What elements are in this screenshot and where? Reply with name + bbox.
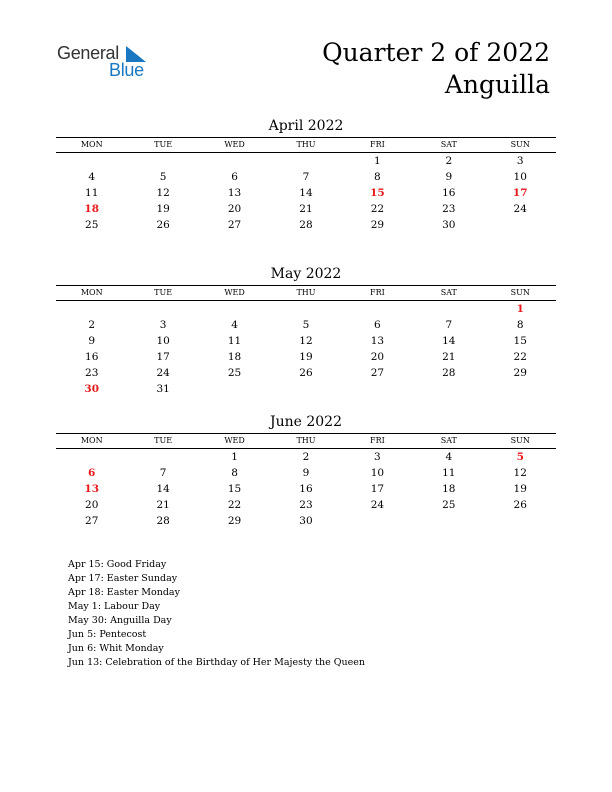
weekday-header: SUN (510, 288, 530, 297)
day-cell (270, 153, 341, 169)
day-cell: 24 (370, 499, 385, 511)
weekday-header: TUE (154, 436, 173, 445)
day-cell: 26 (299, 367, 313, 379)
day-cell: 21 (299, 203, 313, 215)
day-cell: 23 (442, 203, 456, 215)
day-cell: 5 (159, 171, 167, 183)
day-cell: 20 (370, 351, 385, 363)
weekday-header: WED (224, 140, 245, 149)
day-cell: 1 (374, 155, 381, 167)
holiday-list-item: Apr 17: Easter Sunday (68, 573, 178, 584)
holiday-list (68, 558, 365, 670)
holiday-day-cell: 30 (84, 383, 100, 395)
week-row (56, 317, 556, 333)
month-title: June 2022 (269, 414, 342, 430)
day-cell: 16 (442, 187, 456, 199)
weekday-header: FRI (370, 288, 385, 297)
day-cell: 3 (374, 451, 381, 463)
weekday-header: MON (80, 140, 103, 149)
day-cell: 13 (370, 335, 385, 347)
holiday-list-item: Apr 15: Good Friday (68, 559, 167, 570)
day-cell: 4 (231, 319, 238, 331)
day-cell: 9 (445, 171, 453, 183)
day-cell: 11 (442, 467, 456, 479)
day-cell: 4 (88, 171, 96, 183)
weekday-header: TUE (154, 140, 173, 149)
week-row (56, 465, 556, 481)
day-cell: 27 (85, 515, 99, 527)
day-cell: 27 (227, 219, 242, 231)
weekday-header: SUN (510, 140, 530, 149)
day-cell: 23 (299, 499, 313, 511)
day-cell: 16 (85, 351, 99, 363)
day-cell (199, 301, 270, 317)
day-cell: 28 (156, 515, 170, 527)
day-cell: 22 (513, 351, 527, 363)
week-row (56, 449, 556, 465)
day-cell: 21 (156, 499, 170, 511)
month-title: April 2022 (268, 118, 344, 134)
day-cell: 20 (227, 203, 242, 215)
day-cell (199, 153, 270, 169)
holiday-day-cell: 6 (88, 467, 96, 479)
weekday-header: MON (80, 288, 103, 297)
day-cell: 11 (227, 335, 242, 347)
day-cell: 26 (513, 499, 527, 511)
day-cell: 24 (513, 203, 527, 215)
holiday-day-cell: 13 (84, 483, 100, 495)
week-row (56, 513, 556, 529)
holiday-list-item: May 30: Anguilla Day (68, 615, 172, 626)
logo-text-blue: Blue (109, 60, 144, 80)
day-cell: 1 (231, 451, 238, 463)
weekday-header: THU (296, 436, 316, 445)
day-cell: 14 (442, 335, 456, 347)
day-cell (485, 513, 556, 529)
day-cell: 14 (156, 483, 170, 495)
day-cell: 18 (442, 483, 456, 495)
month-june (56, 413, 556, 529)
day-cell: 31 (156, 383, 170, 395)
day-cell (413, 513, 484, 529)
day-cell: 8 (374, 171, 381, 183)
day-cell: 3 (159, 319, 167, 331)
day-cell: 22 (227, 499, 242, 511)
weekday-header: SAT (440, 436, 457, 445)
day-cell: 2 (445, 155, 453, 167)
day-cell: 18 (227, 351, 242, 363)
weekday-header: SUN (510, 436, 530, 445)
day-cell: 28 (442, 367, 456, 379)
day-cell: 30 (299, 515, 313, 527)
day-cell: 7 (445, 319, 453, 331)
weekday-header-row (56, 285, 556, 301)
day-cell: 13 (227, 187, 242, 199)
weekday-header: TUE (154, 288, 173, 297)
day-cell: 29 (370, 219, 385, 231)
logo-text-general: General (57, 43, 119, 63)
day-cell: 3 (516, 155, 524, 167)
day-cell: 27 (370, 367, 385, 379)
weekday-header: FRI (370, 436, 385, 445)
week-row (56, 497, 556, 513)
day-cell: 17 (156, 351, 170, 363)
day-cell: 8 (516, 319, 524, 331)
day-cell: 2 (88, 319, 96, 331)
day-cell: 26 (156, 219, 170, 231)
title-quarter: Quarter 2 of 2022 (322, 38, 550, 67)
holiday-list-item: May 1: Labour Day (68, 601, 161, 612)
day-cell (342, 381, 413, 397)
day-cell: 12 (299, 335, 313, 347)
day-cell: 25 (227, 367, 242, 379)
day-cell: 22 (370, 203, 385, 215)
week-row (56, 201, 556, 217)
weekday-header: FRI (370, 140, 385, 149)
day-cell: 8 (231, 467, 238, 479)
day-cell (127, 301, 198, 317)
weekday-header: SAT (440, 288, 457, 297)
holiday-list-item: Jun 13: Celebration of the Birthday of Her Majesty the Queen (68, 657, 365, 668)
day-cell: 19 (513, 483, 527, 495)
day-cell (199, 381, 270, 397)
day-cell: 21 (442, 351, 456, 363)
day-cell: 17 (370, 483, 385, 495)
day-cell: 25 (85, 219, 99, 231)
day-cell: 9 (88, 335, 96, 347)
day-cell (56, 301, 127, 317)
day-cell: 30 (442, 219, 456, 231)
day-cell: 16 (299, 483, 313, 495)
day-cell: 28 (299, 219, 313, 231)
week-row (56, 301, 556, 317)
day-cell (485, 381, 556, 397)
day-cell: 29 (227, 515, 242, 527)
day-cell: 15 (227, 483, 242, 495)
month-april (56, 117, 556, 233)
holiday-list-item: Jun 6: Whit Monday (68, 643, 164, 654)
day-cell: 6 (231, 171, 238, 183)
day-cell (413, 301, 484, 317)
day-cell: 11 (85, 187, 99, 199)
week-row (56, 481, 556, 497)
day-cell: 4 (445, 451, 453, 463)
day-cell: 15 (513, 335, 527, 347)
day-cell (56, 153, 127, 169)
day-cell: 5 (302, 319, 310, 331)
day-cell: 23 (85, 367, 99, 379)
month-title: May 2022 (270, 266, 342, 282)
week-row (56, 333, 556, 349)
weekday-header-row (56, 433, 556, 449)
day-cell: 24 (156, 367, 170, 379)
weekday-header: WED (224, 288, 245, 297)
holiday-day-cell: 5 (516, 451, 524, 463)
day-cell: 12 (156, 187, 170, 199)
weekday-header: THU (296, 140, 316, 149)
day-cell: 2 (302, 451, 310, 463)
weekday-header-row (56, 137, 556, 153)
page-title (322, 37, 550, 101)
weekday-header: MON (80, 436, 103, 445)
holiday-day-cell: 17 (512, 187, 528, 199)
weekday-header: SAT (440, 140, 457, 149)
day-cell: 10 (513, 171, 527, 183)
week-row (56, 365, 556, 381)
day-cell (485, 217, 556, 233)
week-row (56, 217, 556, 233)
day-cell (342, 301, 413, 317)
logo (57, 43, 157, 83)
week-row (56, 169, 556, 185)
day-cell: 19 (299, 351, 313, 363)
holiday-day-cell: 18 (84, 203, 100, 215)
day-cell: 7 (302, 171, 310, 183)
day-cell (56, 449, 127, 465)
day-cell: 10 (370, 467, 385, 479)
week-row (56, 349, 556, 365)
day-cell: 6 (374, 319, 381, 331)
holiday-list-item: Apr 18: Easter Monday (68, 587, 180, 598)
day-cell (270, 301, 341, 317)
month-may (56, 265, 556, 397)
weekday-header: THU (296, 288, 316, 297)
day-cell: 12 (513, 467, 527, 479)
day-cell (127, 449, 198, 465)
day-cell: 10 (156, 335, 170, 347)
day-cell: 7 (159, 467, 167, 479)
holiday-list-item: Jun 5: Pentecost (68, 629, 147, 640)
week-row (56, 185, 556, 201)
weekday-header: WED (224, 436, 245, 445)
day-cell (127, 153, 198, 169)
day-cell: 9 (302, 467, 310, 479)
day-cell: 19 (156, 203, 170, 215)
week-row (56, 381, 556, 397)
holiday-day-cell: 15 (370, 187, 385, 199)
holiday-day-cell: 1 (516, 303, 524, 315)
week-row (56, 153, 556, 169)
day-cell: 29 (513, 367, 527, 379)
day-cell (342, 513, 413, 529)
day-cell: 25 (442, 499, 456, 511)
day-cell: 14 (299, 187, 313, 199)
day-cell: 20 (85, 499, 99, 511)
title-country: Anguilla (444, 70, 550, 99)
day-cell (413, 381, 484, 397)
day-cell (270, 381, 341, 397)
